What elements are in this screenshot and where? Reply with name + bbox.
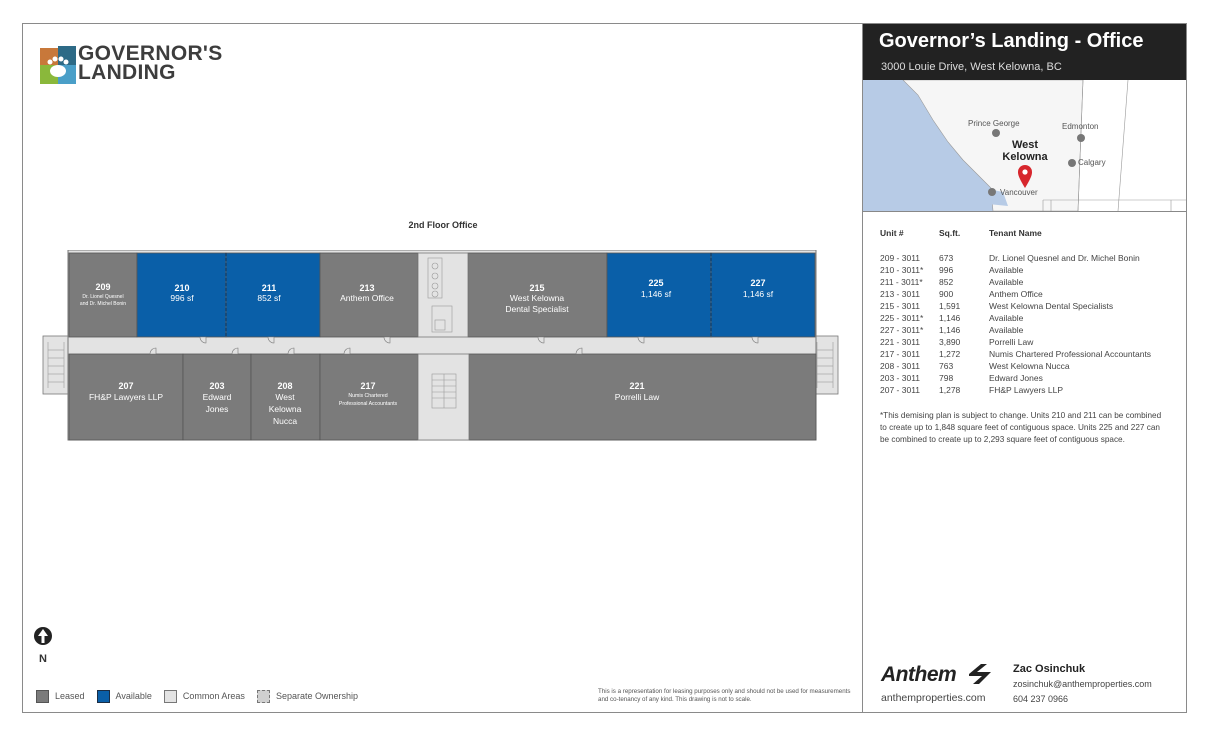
header-sqft: Sq.ft. (939, 228, 961, 238)
common-swatch (164, 690, 177, 703)
cell-sqft: 798 (939, 373, 954, 383)
logo-line-2: LANDING (78, 61, 176, 84)
unit-213-number: 213 (359, 283, 375, 293)
cell-sqft: 763 (939, 361, 954, 371)
unit-221-number: 221 (629, 381, 645, 391)
unit-203-tenant-1: Edward (202, 392, 232, 402)
bear-paw-logo-icon (40, 46, 76, 84)
demising-note: *This demising plan is subject to change. Units 210 and 211 can be combined to create up to 1,848 square feet of contiguous space. Units 225 and 227 can be combined to create up to 2,293 square feet of contiguous space. (880, 411, 1162, 444)
table-row (880, 312, 1180, 324)
cell-tenant: Dr. Lionel Quesnel and Dr. Michel Bonin (989, 253, 1140, 263)
unit-217-tenant-2: Professional Accountants (338, 401, 398, 407)
city-vancouver: Vancouver (1000, 188, 1038, 197)
governors-landing-logo (40, 44, 240, 90)
cell-sqft: 900 (939, 289, 954, 299)
core-bottom (418, 354, 469, 440)
unit-215-number: 215 (529, 283, 545, 293)
cell-tenant: FH&P Lawyers LLP (989, 385, 1064, 395)
unit-203-tenant-2: Jones (205, 404, 229, 414)
floor-plan (40, 250, 850, 444)
table-row (880, 288, 1180, 300)
table-row (880, 360, 1180, 372)
north-indicator (33, 626, 53, 664)
unit-215-tenant-1: West Kelowna (509, 293, 565, 303)
cell-tenant: Available (989, 277, 1024, 287)
table-row (880, 336, 1180, 348)
legend-separate (257, 690, 358, 703)
page-title: Governor’s Landing - Office (879, 30, 1144, 52)
legend-common-label: Common Areas (182, 691, 245, 701)
header-tenant: Tenant Name (989, 228, 1042, 238)
highlight-city-1: West (1011, 139, 1039, 151)
cell-tenant: West Kelowna Nucca (989, 361, 1070, 371)
cell-tenant: Porrelli Law (989, 337, 1034, 347)
unit-209-tenant-1: Dr. Lionel Quesnel (82, 294, 124, 300)
legend-available-label: Available (115, 691, 152, 701)
unit-209-number: 209 (95, 282, 111, 292)
north-arrow-icon (33, 626, 53, 646)
unit-209-tenant-2: and Dr. Michel Bonin (79, 301, 127, 307)
cell-sqft: 1,272 (939, 349, 961, 359)
disclaimer: This is a representation for leasing purposes only and should not be used for measurements and co-tenancy of any kind. This drawing is not to scale. (598, 688, 851, 703)
unit-208-tenant-1: West (275, 392, 295, 402)
city-calgary: Calgary (1078, 158, 1106, 167)
cell-unit: 207 - 3011 (880, 385, 921, 395)
anthem-logo (881, 660, 993, 688)
unit-215-tenant-2: Dental Specialist (505, 304, 569, 314)
unit-217-tenant-1: Numis Chartered (348, 393, 388, 399)
table-row (880, 324, 1180, 336)
table-row (880, 300, 1180, 312)
west-stair (43, 336, 69, 394)
cell-sqft: 996 (939, 265, 954, 275)
cell-tenant: Anthem Office (989, 289, 1043, 299)
cell-tenant: Available (989, 265, 1024, 275)
unit-227-number: 227 (750, 278, 766, 288)
available-swatch (97, 690, 110, 703)
city-edmonton: Edmonton (1062, 122, 1099, 131)
cell-unit: 215 - 3011 (880, 301, 921, 311)
prince-george-dot (992, 129, 1000, 137)
contact-email-link[interactable]: zosinchuk@anthemproperties.com (1013, 679, 1152, 689)
unit-213-tenant: Anthem Office (340, 293, 394, 303)
unit-208-number: 208 (277, 381, 293, 391)
cell-unit: 203 - 3011 (880, 373, 921, 383)
unit-221-tenant: Porrelli Law (614, 392, 660, 402)
unit-208-tenant-3: Nucca (272, 416, 298, 426)
company-website-link[interactable]: anthemproperties.com (881, 692, 986, 704)
header-unit: Unit # (880, 228, 904, 238)
separate-swatch (257, 690, 270, 703)
city-prince-george: Prince George (968, 119, 1020, 128)
legend-leased (36, 690, 85, 703)
anthem-arrow-icon (967, 662, 993, 686)
cell-sqft: 673 (939, 253, 954, 263)
logo-wordmark (78, 44, 223, 82)
unit-211-number: 211 (261, 283, 277, 293)
table-row (880, 348, 1180, 360)
unit-211-size: 852 sf (257, 293, 281, 303)
vancouver-dot (988, 188, 996, 196)
cell-unit: 217 - 3011 (880, 349, 921, 359)
cell-tenant: Available (989, 325, 1024, 335)
tenant-table-header (880, 228, 1180, 238)
unit-207-tenant: FH&P Lawyers LLP (88, 392, 164, 402)
cell-unit: 213 - 3011 (880, 289, 921, 299)
cell-sqft: 3,890 (939, 337, 961, 347)
cell-tenant: Edward Jones (989, 373, 1043, 383)
cell-sqft: 852 (939, 277, 954, 287)
unit-208-tenant-2: Kelowna (268, 404, 302, 414)
cell-unit: 225 - 3011* (880, 313, 924, 323)
leased-swatch (36, 690, 49, 703)
tenant-table (880, 228, 1180, 396)
cell-sqft: 1,146 (939, 325, 961, 335)
unit-210-size: 996 sf (170, 293, 194, 303)
cell-unit: 221 - 3011 (880, 337, 921, 347)
unit-210-number: 210 (174, 283, 190, 293)
legend (36, 688, 370, 704)
north-label: N (39, 653, 47, 665)
table-row (880, 276, 1180, 288)
cell-sqft: 1,591 (939, 301, 961, 311)
cell-sqft: 1,146 (939, 313, 961, 323)
table-row (880, 264, 1180, 276)
contact-phone[interactable]: 604 237 0966 (1013, 694, 1069, 704)
cell-tenant: Available (989, 313, 1024, 323)
anthem-wordmark: Anthem (881, 663, 957, 686)
table-row (880, 384, 1180, 396)
table-row (880, 252, 1180, 264)
legend-leased-label: Leased (55, 691, 85, 701)
header-panel (863, 24, 1186, 80)
unit-207-number: 207 (118, 381, 134, 391)
logo-line-1: GOVERNOR'S (78, 42, 223, 65)
core-top (418, 253, 468, 337)
contact-block (1013, 662, 1152, 707)
unit-227-size: 1,146 sf (742, 289, 774, 299)
legend-available (97, 690, 152, 703)
floor-plan-title: 2nd Floor Office (408, 220, 478, 230)
table-row (880, 372, 1180, 384)
unit-225-number: 225 (648, 278, 664, 288)
location-map (863, 80, 1186, 212)
legend-common (164, 690, 245, 703)
edmonton-dot (1077, 134, 1085, 142)
unit-203-number: 203 (209, 381, 225, 391)
cell-unit: 210 - 3011* (880, 265, 924, 275)
cell-unit: 209 - 3011 (880, 253, 921, 263)
contact-name: Zac Osinchuk (1013, 663, 1086, 675)
cell-unit: 211 - 3011* (880, 277, 923, 287)
legend-separate-label: Separate Ownership (275, 691, 358, 701)
cell-tenant: West Kelowna Dental Specialists (989, 301, 1114, 311)
calgary-dot (1068, 159, 1076, 167)
cell-unit: 208 - 3011 (880, 361, 921, 371)
unit-217-number: 217 (360, 381, 376, 391)
cell-tenant: Numis Chartered Professional Accountants (989, 349, 1152, 359)
address: 3000 Louie Drive, West Kelowna, BC (881, 61, 1062, 73)
unit-225-size: 1,146 sf (640, 289, 672, 299)
cell-unit: 227 - 3011* (880, 325, 924, 335)
highlight-city-2: Kelowna (1002, 151, 1048, 163)
cell-sqft: 1,278 (939, 385, 961, 395)
